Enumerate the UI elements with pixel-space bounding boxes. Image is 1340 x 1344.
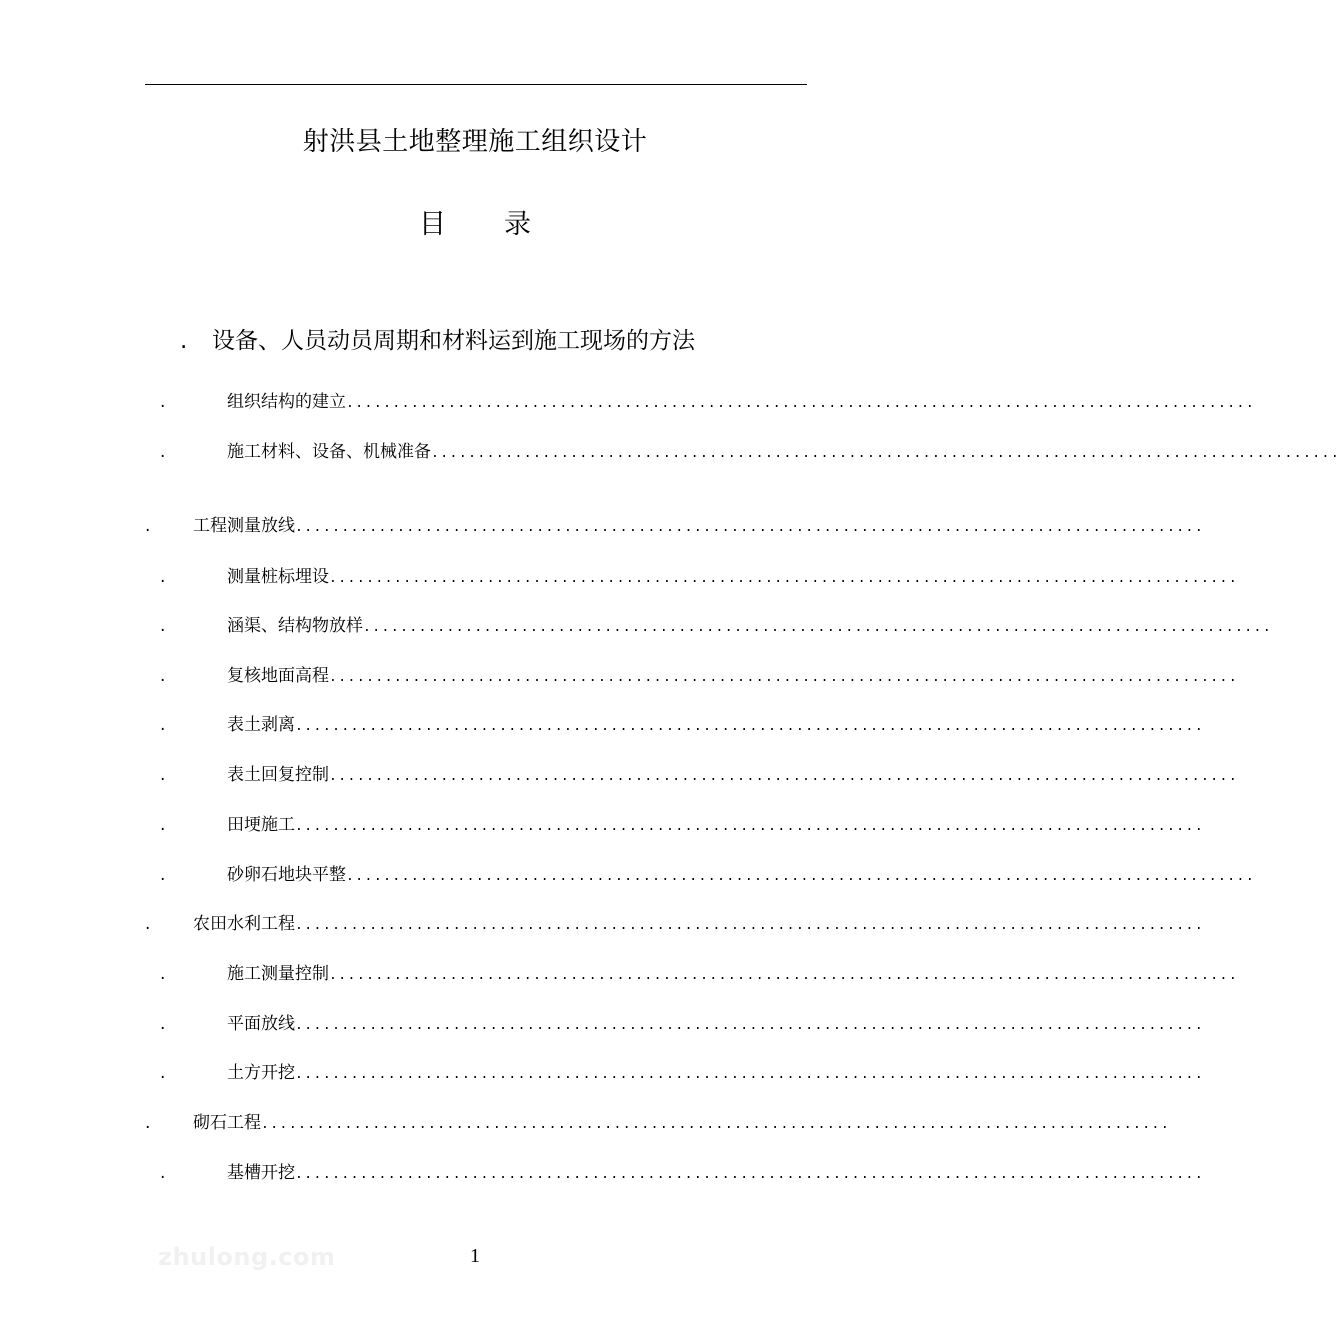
toc-entry-number: .: [160, 392, 166, 412]
toc-entry-number: .: [145, 516, 151, 536]
toc-entry-number: .: [160, 765, 166, 785]
toc-entry[interactable]: [160, 863, 1256, 887]
toc-entry-number: .: [160, 865, 166, 885]
section-number: .: [180, 328, 188, 354]
toc-entry-number: .: [145, 1113, 151, 1133]
section-title: 设备、人员动员周期和材料运到施工现场的方法: [212, 328, 695, 354]
toc-entry-label: 表土回复控制: [227, 765, 329, 785]
dot-leader: ..................................................................................................: [431, 446, 1340, 461]
toc-entry-label: 施工测量控制: [227, 964, 329, 984]
toc-entry[interactable]: [160, 1161, 1205, 1185]
toc-entry[interactable]: [160, 440, 1340, 464]
toc-entry-label: 基槽开挖: [227, 1163, 295, 1183]
dot-leader: ..................................................................................................: [329, 968, 1239, 983]
dot-leader: ..................................................................................................: [295, 819, 1205, 834]
dot-leader: ..................................................................................................: [295, 1167, 1205, 1182]
toc-entry-label: 田埂施工: [227, 815, 295, 835]
toc-entry[interactable]: [160, 1012, 1205, 1036]
dot-leader: ..................................................................................................: [329, 571, 1239, 586]
toc-entry[interactable]: [160, 565, 1239, 589]
toc-entry[interactable]: [145, 1111, 1171, 1135]
toc-entry[interactable]: [160, 614, 1273, 638]
toc-entry-label: 表土剥离: [227, 715, 295, 735]
toc-entry-number: .: [160, 1063, 166, 1083]
toc-entry-label: 涵渠、结构物放样: [227, 616, 363, 636]
toc-entry[interactable]: [160, 713, 1205, 737]
toc-entry-number: .: [160, 964, 166, 984]
toc-entry-label: 农田水利工程: [193, 914, 295, 934]
toc-entry-number: .: [160, 666, 166, 686]
toc-entry[interactable]: [145, 514, 1205, 538]
toc-entry-label: 平面放线: [227, 1014, 295, 1034]
toc-entry-number: .: [160, 442, 166, 462]
document-title: 射洪县土地整理施工组织设计: [302, 127, 648, 157]
toc-entry[interactable]: [160, 664, 1239, 688]
toc-entry[interactable]: [160, 1061, 1205, 1085]
toc-entry-label: 砂卵石地块平整: [227, 865, 346, 885]
toc-entry-number: .: [160, 1014, 166, 1034]
dot-leader: ..................................................................................................: [329, 670, 1239, 685]
watermark: zhulong.com: [158, 1243, 336, 1271]
toc-entry[interactable]: [160, 763, 1239, 787]
toc-entry-label: 组织结构的建立: [227, 392, 346, 412]
toc-entry-number: .: [145, 914, 151, 934]
header-rule: [145, 84, 807, 85]
toc-entry-label: 砌石工程: [193, 1113, 261, 1133]
toc-entry[interactable]: [160, 390, 1256, 414]
toc-entry-number: .: [160, 715, 166, 735]
toc-entry-label: 测量桩标埋设: [227, 567, 329, 587]
toc-entry[interactable]: [160, 813, 1205, 837]
dot-leader: ..................................................................................................: [346, 396, 1256, 411]
dot-leader: ..................................................................................................: [261, 1117, 1171, 1132]
toc-entry-label: 工程测量放线: [193, 516, 295, 536]
toc-heading: [0, 205, 950, 245]
dot-leader: ..................................................................................................: [295, 1018, 1205, 1033]
toc-heading-char-1: 目: [419, 209, 446, 240]
dot-leader: ..................................................................................................: [295, 719, 1205, 734]
dot-leader: ..................................................................................................: [363, 620, 1273, 635]
dot-leader: ..................................................................................................: [295, 520, 1205, 535]
page-number: 1: [470, 1245, 480, 1267]
toc-entry-number: .: [160, 1163, 166, 1183]
toc-entry-number: .: [160, 616, 166, 636]
dot-leader: ..................................................................................................: [295, 1067, 1205, 1082]
toc-entry-label: 土方开挖: [227, 1063, 295, 1083]
toc-entry-number: .: [160, 815, 166, 835]
dot-leader: ..................................................................................................: [295, 918, 1205, 933]
toc-entry-label: 施工材料、设备、机械准备: [227, 442, 431, 462]
toc-entry[interactable]: [160, 962, 1239, 986]
toc-heading-char-2: 录: [504, 209, 531, 240]
toc-entry-label: 复核地面高程: [227, 666, 329, 686]
toc-entry-number: .: [160, 567, 166, 587]
dot-leader: ..................................................................................................: [329, 769, 1239, 784]
toc-entry[interactable]: [145, 912, 1205, 936]
toc-section-heading[interactable]: [180, 322, 695, 360]
dot-leader: ..................................................................................................: [346, 869, 1256, 884]
